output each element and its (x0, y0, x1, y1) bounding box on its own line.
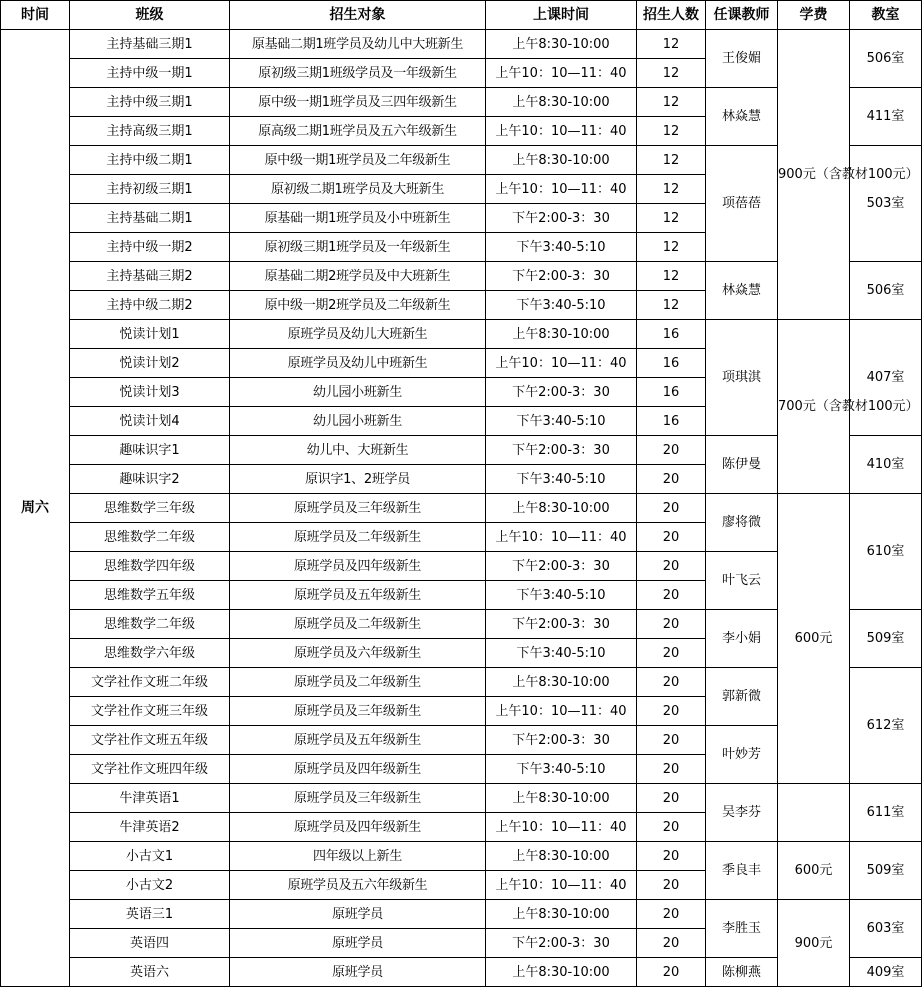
target-cell: 幼儿园小班新生 (230, 378, 486, 407)
class-cell: 思维数学二年级 (70, 523, 230, 552)
room-cell: 411室 (850, 88, 922, 146)
quota-cell: 20 (637, 494, 706, 523)
schedule-cell: 下午3:40-5:10 (486, 407, 637, 436)
class-cell: 悦读计划1 (70, 320, 230, 349)
target-cell: 原初级三期1班级学员及一年级新生 (230, 59, 486, 88)
target-cell: 原班学员及幼儿中班新生 (230, 349, 486, 378)
class-cell: 主持中级一期2 (70, 233, 230, 262)
target-cell: 原基础一期1班学员及小中班新生 (230, 204, 486, 233)
quota-cell: 16 (637, 349, 706, 378)
teacher-cell: 林焱慧 (706, 262, 778, 320)
header-row (1, 1, 922, 30)
teacher-cell: 项琪淇 (706, 320, 778, 436)
quota-cell: 20 (637, 784, 706, 813)
schedule-cell: 下午3:40-5:10 (486, 581, 637, 610)
quota-cell: 12 (637, 291, 706, 320)
quota-cell: 12 (637, 262, 706, 291)
target-cell: 幼儿中、大班新生 (230, 436, 486, 465)
schedule-cell: 下午2:00-3：30 (486, 204, 637, 233)
quota-cell: 16 (637, 378, 706, 407)
teacher-cell: 林焱慧 (706, 88, 778, 146)
header-target: 招生对象 (230, 1, 486, 30)
room-cell: 611室 (850, 784, 922, 842)
fee-cell: 700元（含教材100元） (778, 320, 850, 494)
schedule-cell: 上午8:30-10:00 (486, 320, 637, 349)
quota-cell: 20 (637, 871, 706, 900)
header-fee: 学费 (778, 1, 850, 30)
quota-cell: 20 (637, 581, 706, 610)
target-cell: 原中级一期1班学员及二年级新生 (230, 146, 486, 175)
schedule-cell: 下午2:00-3：30 (486, 262, 637, 291)
teacher-cell: 吴李芬 (706, 784, 778, 842)
class-cell: 趣味识字1 (70, 436, 230, 465)
room-cell: 603室 (850, 900, 922, 958)
header-time: 时间 (1, 1, 70, 30)
class-cell: 悦读计划3 (70, 378, 230, 407)
target-cell: 原中级一期2班学员及二年级新生 (230, 291, 486, 320)
class-cell: 思维数学四年级 (70, 552, 230, 581)
target-cell: 原班学员及五年级新生 (230, 581, 486, 610)
quota-cell: 16 (637, 320, 706, 349)
target-cell: 原初级二期1班学员及大班新生 (230, 175, 486, 204)
teacher-cell: 项蓓蓓 (706, 146, 778, 262)
table-row (1, 494, 922, 523)
quota-cell: 20 (637, 436, 706, 465)
table-row (1, 30, 922, 59)
quota-cell: 12 (637, 146, 706, 175)
quota-cell: 12 (637, 204, 706, 233)
target-cell: 原班学员及四年级新生 (230, 552, 486, 581)
quota-cell: 20 (637, 958, 706, 987)
class-cell: 英语三1 (70, 900, 230, 929)
teacher-cell: 陈柳燕 (706, 958, 778, 987)
table-row (1, 320, 922, 349)
fee-cell: 600元 (778, 842, 850, 900)
quota-cell: 12 (637, 59, 706, 88)
room-cell: 503室 (850, 146, 922, 262)
class-cell: 主持中级二期1 (70, 146, 230, 175)
quota-cell: 12 (637, 233, 706, 262)
teacher-cell: 叶妙芳 (706, 726, 778, 784)
quota-cell: 12 (637, 175, 706, 204)
target-cell: 原班学员 (230, 958, 486, 987)
class-cell: 思维数学二年级 (70, 610, 230, 639)
quota-cell: 20 (637, 842, 706, 871)
quota-cell: 20 (637, 610, 706, 639)
quota-cell: 20 (637, 552, 706, 581)
class-cell: 英语六 (70, 958, 230, 987)
schedule-cell: 上午8:30-10:00 (486, 784, 637, 813)
quota-cell: 20 (637, 668, 706, 697)
class-cell: 思维数学五年级 (70, 581, 230, 610)
room-cell: 509室 (850, 610, 922, 668)
class-cell: 主持中级一期1 (70, 59, 230, 88)
schedule-cell: 下午3:40-5:10 (486, 291, 637, 320)
target-cell: 原基础二期2班学员及中大班新生 (230, 262, 486, 291)
teacher-cell: 郭新微 (706, 668, 778, 726)
quota-cell: 12 (637, 30, 706, 59)
class-cell: 主持中级二期2 (70, 291, 230, 320)
class-cell: 主持中级三期1 (70, 88, 230, 117)
fee-cell (778, 784, 850, 842)
teacher-cell: 李胜玉 (706, 900, 778, 958)
quota-cell: 20 (637, 639, 706, 668)
teacher-cell: 陈伊曼 (706, 436, 778, 494)
schedule-cell: 上午8:30-10:00 (486, 958, 637, 987)
target-cell: 原高级二期1班学员及五六年级新生 (230, 117, 486, 146)
schedule-cell: 下午2:00-3：30 (486, 929, 637, 958)
class-cell: 悦读计划2 (70, 349, 230, 378)
room-cell: 610室 (850, 494, 922, 610)
schedule-cell: 下午3:40-5:10 (486, 639, 637, 668)
table-row (1, 842, 922, 871)
target-cell: 原班学员 (230, 929, 486, 958)
class-cell: 文学社作文班三年级 (70, 697, 230, 726)
class-cell: 主持基础三期2 (70, 262, 230, 291)
table-row (1, 900, 922, 929)
schedule-cell: 上午10：10—11：40 (486, 697, 637, 726)
schedule-cell: 下午2:00-3：30 (486, 552, 637, 581)
target-cell: 原基础二期1班学员及幼儿中大班新生 (230, 30, 486, 59)
target-cell: 原班学员及二年级新生 (230, 523, 486, 552)
schedule-cell: 下午2:00-3：30 (486, 436, 637, 465)
schedule-cell: 下午2:00-3：30 (486, 378, 637, 407)
class-cell: 小古文2 (70, 871, 230, 900)
schedule-cell: 上午8:30-10:00 (486, 900, 637, 929)
room-cell: 407室 (850, 320, 922, 436)
class-cell: 思维数学三年级 (70, 494, 230, 523)
target-cell: 幼儿园小班新生 (230, 407, 486, 436)
schedule-cell: 下午3:40-5:10 (486, 233, 637, 262)
class-cell: 英语四 (70, 929, 230, 958)
quota-cell: 20 (637, 697, 706, 726)
quota-cell: 12 (637, 88, 706, 117)
schedule-cell: 上午10：10—11：40 (486, 813, 637, 842)
fee-cell: 600元 (778, 494, 850, 784)
header-schedule: 上课时间 (486, 1, 637, 30)
schedule-cell: 上午10：10—11：40 (486, 117, 637, 146)
schedule-cell: 上午8:30-10:00 (486, 30, 637, 59)
schedule-cell: 上午8:30-10:00 (486, 146, 637, 175)
quota-cell: 20 (637, 465, 706, 494)
teacher-cell: 李小娟 (706, 610, 778, 668)
header-quota: 招生人数 (637, 1, 706, 30)
quota-cell: 20 (637, 929, 706, 958)
class-cell: 主持基础二期1 (70, 204, 230, 233)
table-row (1, 784, 922, 813)
target-cell: 原班学员 (230, 900, 486, 929)
target-cell: 原初级三期1班学员及一年级新生 (230, 233, 486, 262)
quota-cell: 20 (637, 813, 706, 842)
schedule-cell: 下午2:00-3：30 (486, 726, 637, 755)
schedule-cell: 上午8:30-10:00 (486, 494, 637, 523)
teacher-cell: 季良丰 (706, 842, 778, 900)
target-cell: 原班学员及三年级新生 (230, 697, 486, 726)
day-cell: 周六 (1, 30, 70, 987)
class-cell: 文学社作文班四年级 (70, 755, 230, 784)
fee-cell: 900元（含教材100元） (778, 30, 850, 320)
quota-cell: 12 (637, 117, 706, 146)
room-cell: 509室 (850, 842, 922, 900)
class-cell: 主持基础三期1 (70, 30, 230, 59)
class-cell: 主持高级三期1 (70, 117, 230, 146)
class-cell: 牛津英语1 (70, 784, 230, 813)
quota-cell: 20 (637, 726, 706, 755)
teacher-cell: 叶飞云 (706, 552, 778, 610)
quota-cell: 20 (637, 900, 706, 929)
schedule-cell: 下午2:00-3：30 (486, 610, 637, 639)
schedule-cell: 上午10：10—11：40 (486, 523, 637, 552)
target-cell: 原班学员及幼儿大班新生 (230, 320, 486, 349)
quota-cell: 20 (637, 755, 706, 784)
teacher-cell: 廖将微 (706, 494, 778, 552)
class-cell: 牛津英语2 (70, 813, 230, 842)
room-cell: 409室 (850, 958, 922, 987)
target-cell: 原班学员及五年级新生 (230, 726, 486, 755)
schedule-cell: 下午3:40-5:10 (486, 465, 637, 494)
class-cell: 文学社作文班二年级 (70, 668, 230, 697)
schedule-cell: 上午10：10—11：40 (486, 175, 637, 204)
room-cell: 612室 (850, 668, 922, 784)
target-cell: 原班学员及三年级新生 (230, 784, 486, 813)
header-room: 教室 (850, 1, 922, 30)
class-cell: 悦读计划4 (70, 407, 230, 436)
room-cell: 410室 (850, 436, 922, 494)
header-class: 班级 (70, 1, 230, 30)
quota-cell: 20 (637, 523, 706, 552)
header-teacher: 任课教师 (706, 1, 778, 30)
teacher-cell: 王俊媚 (706, 30, 778, 88)
target-cell: 原中级一期1班学员及三四年级新生 (230, 88, 486, 117)
schedule-cell: 上午8:30-10:00 (486, 842, 637, 871)
target-cell: 原班学员及五六年级新生 (230, 871, 486, 900)
target-cell: 原班学员及二年级新生 (230, 610, 486, 639)
target-cell: 原识字1、2班学员 (230, 465, 486, 494)
target-cell: 原班学员及三年级新生 (230, 494, 486, 523)
schedule-cell: 上午10：10—11：40 (486, 59, 637, 88)
target-cell: 原班学员及二年级新生 (230, 668, 486, 697)
class-cell: 趣味识字2 (70, 465, 230, 494)
quota-cell: 16 (637, 407, 706, 436)
class-cell: 主持初级三期1 (70, 175, 230, 204)
schedule-cell: 上午10：10—11：40 (486, 871, 637, 900)
schedule-cell: 上午8:30-10:00 (486, 668, 637, 697)
target-cell: 原班学员及六年级新生 (230, 639, 486, 668)
class-cell: 小古文1 (70, 842, 230, 871)
schedule-cell: 下午3:40-5:10 (486, 755, 637, 784)
class-cell: 思维数学六年级 (70, 639, 230, 668)
target-cell: 原班学员及四年级新生 (230, 813, 486, 842)
schedule-cell: 上午10：10—11：40 (486, 349, 637, 378)
schedule-cell: 上午8:30-10:00 (486, 88, 637, 117)
class-cell: 文学社作文班五年级 (70, 726, 230, 755)
target-cell: 四年级以上新生 (230, 842, 486, 871)
fee-cell: 900元 (778, 900, 850, 987)
room-cell: 506室 (850, 30, 922, 88)
target-cell: 原班学员及四年级新生 (230, 755, 486, 784)
room-cell: 506室 (850, 262, 922, 320)
